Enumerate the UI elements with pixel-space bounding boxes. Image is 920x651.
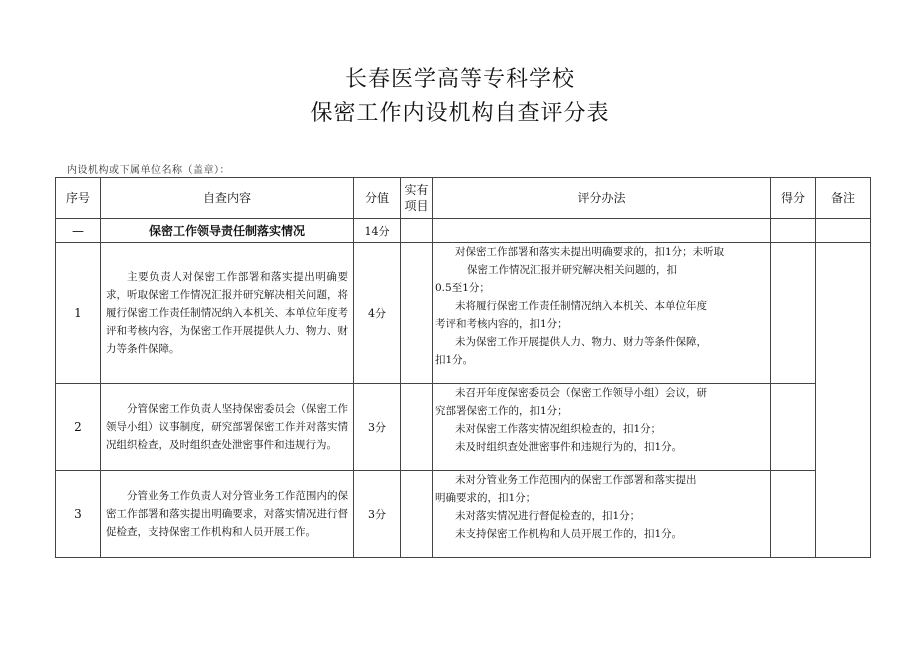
row-score: 3分 [354, 384, 401, 471]
unit-name-label: 内设机构或下属单位名称（盖章）： [67, 165, 230, 176]
header-content: 自查内容 [101, 178, 354, 219]
method-line: 对保密工作部署和落实未提出明确要求的，扣1分；未听取 [455, 246, 725, 258]
header-scoring-method: 评分办法 [433, 178, 771, 219]
method-line: 保密工作情况汇报并研究解决相关问题的，扣 [467, 264, 677, 276]
method-line: 未对保密工作落实情况组织检查的，扣1分； [455, 423, 662, 435]
row-method [433, 384, 771, 471]
method-line: 考评和考核内容的，扣1分； [435, 318, 568, 330]
section-remark-cell [816, 219, 871, 243]
row-actual-cell [401, 471, 433, 558]
row-method [433, 471, 771, 558]
section-row [56, 219, 871, 243]
method-line: 未支持保密工作机构和人员开展工作的，扣1分。 [455, 528, 683, 540]
row-score: 3分 [354, 471, 401, 558]
section-title: 保密工作领导责任制落实情况 [101, 219, 354, 243]
method-line: 明确要求的，扣1分； [435, 492, 537, 504]
method-line: 未对落实情况进行督促检查的，扣1分； [455, 510, 641, 522]
method-line: 未及时组织查处泄密事件和违规行为的，扣1分。 [455, 441, 683, 453]
header-got-score: 得分 [771, 178, 816, 219]
table-row [56, 384, 871, 471]
row-score: 4分 [354, 243, 401, 384]
section-no: — [56, 219, 101, 243]
row-got-cell [771, 243, 816, 384]
page-title: 长春医学高等专科学校 [344, 67, 575, 92]
header-no: 序号 [56, 178, 101, 219]
row-actual-cell [401, 243, 433, 384]
page-subtitle: 保密工作内设机构自查评分表 [310, 101, 610, 126]
row-content: 分管保密工作负责人坚持保密委员会（保密工作领导小组）议事制度，研究部署保密工作并对落实情况组织检查，及时组织查处泄密事件和违规行为。 [101, 384, 354, 471]
method-line: 未为保密工作开展提供人力、物力、财力等条件保障， [455, 336, 707, 348]
table-header-row [56, 178, 871, 219]
row-content: 主要负责人对保密工作部署和落实提出明确要求，听取保密工作情况汇报并研究解决相关问题，将履行保密工作责任制情况纳入本机关、本单位年度考评和考核内容，为保密工作开展提供人力、物力、财力等条件保障。 [101, 243, 354, 384]
method-line: 究部署保密工作的，扣1分； [435, 405, 568, 417]
row-no: 3 [56, 471, 101, 558]
row-got-cell [771, 384, 816, 471]
row-no: 2 [56, 384, 101, 471]
row-no: 1 [56, 243, 101, 384]
method-line: 未召开年度保密委员会（保密工作领导小组）会议，研 [455, 387, 707, 399]
self-check-score-table [55, 177, 871, 558]
section-method-cell [433, 219, 771, 243]
header-actual-items: 实有项目 [401, 178, 433, 219]
method-line: 未对分管业务工作范围内的保密工作部署和落实提出 [455, 474, 697, 486]
row-got-cell [771, 471, 816, 558]
method-line: 0.5至1分； [435, 282, 490, 294]
row-method [433, 243, 771, 384]
table-row [56, 471, 871, 558]
header-remark: 备注 [816, 178, 871, 219]
row-content: 分管业务工作负责人对分管业务工作范围内的保密工作部署和落实提出明确要求，对落实情况进行督促检查，支持保密工作机构和人员开展工作。 [101, 471, 354, 558]
section-actual-cell [401, 219, 433, 243]
row-actual-cell [401, 384, 433, 471]
method-line: 未将履行保密工作责任制情况纳入本机关、本单位年度 [455, 300, 707, 312]
header-score: 分值 [354, 178, 401, 219]
method-line: 扣1分。 [435, 354, 474, 366]
table-row [56, 243, 871, 384]
section-score: 14分 [354, 219, 401, 243]
section-got-cell [771, 219, 816, 243]
remark-cell [816, 243, 871, 558]
